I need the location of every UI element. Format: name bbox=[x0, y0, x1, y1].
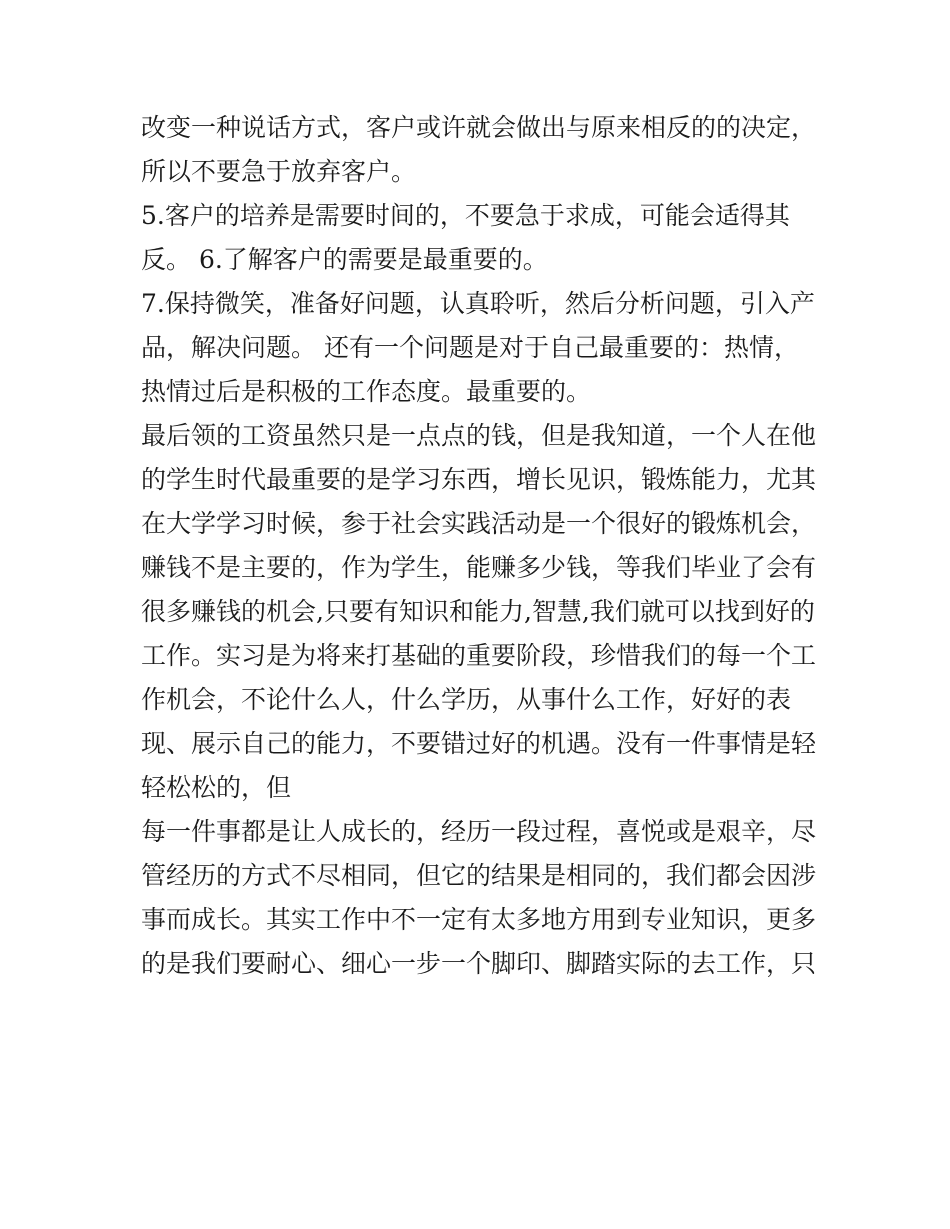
text-line: 作机会，不论什么人，什么学历，从事什么工作，好好的表 bbox=[141, 685, 792, 714]
text-line: 反。 6.了解客户的需要是最重要的。 bbox=[141, 245, 548, 274]
text-line: 品，解决问题。 还有一个问题是对于自己最重要的：热情， bbox=[141, 333, 799, 362]
text-line: 的学生时代最重要的是学习东西，增长见识，锻炼能力，尤其 bbox=[141, 465, 817, 494]
text-line: 热情过后是积极的工作态度。最重要的。 bbox=[141, 377, 592, 406]
text-line: 很多赚钱的机会,只要有知识和能力,智慧,我们就可以找到好的 bbox=[141, 597, 815, 626]
text-line: 赚钱不是主要的，作为学生，能赚多少钱，等我们毕业了会有 bbox=[141, 553, 817, 582]
text-line: 每一件事都是让人成长的，经历一段过程，喜悦或是艰辛，尽 bbox=[141, 817, 817, 846]
text-line: 7.保持微笑，准备好问题，认真聆听，然后分析问题，引入产 bbox=[141, 289, 815, 318]
text-line: 的是我们要耐心、细心一步一个脚印、脚踏实际的去工作，只 bbox=[141, 949, 817, 978]
text-line: 工作。实习是为将来打基础的重要阶段，珍惜我们的每一个工 bbox=[141, 641, 817, 670]
text-line: 所以不要急于放弃客户。 bbox=[141, 157, 417, 186]
text-line: 改变一种说话方式，客户或许就会做出与原来相反的的决定， bbox=[141, 113, 817, 142]
text-line: 管经历的方式不尽相同，但它的结果是相同的，我们都会因涉 bbox=[141, 861, 817, 890]
body-text bbox=[141, 106, 821, 986]
text-line: 5.客户的培养是需要时间的，不要急于求成，可能会适得其 bbox=[141, 201, 790, 230]
text-line: 最后领的工资虽然只是一点点的钱，但是我知道，一个人在他 bbox=[141, 421, 817, 450]
text-line: 在大学学习时候，参于社会实践活动是一个很好的锻炼机会， bbox=[141, 509, 817, 538]
text-line: 现、展示自己的能力，不要错过好的机遇。没有一件事情是轻 bbox=[141, 729, 817, 758]
text-line: 事而成长。其实工作中不一定有太多地方用到专业知识，更多 bbox=[141, 905, 817, 934]
text-line: 轻松松的，但 bbox=[141, 773, 292, 802]
